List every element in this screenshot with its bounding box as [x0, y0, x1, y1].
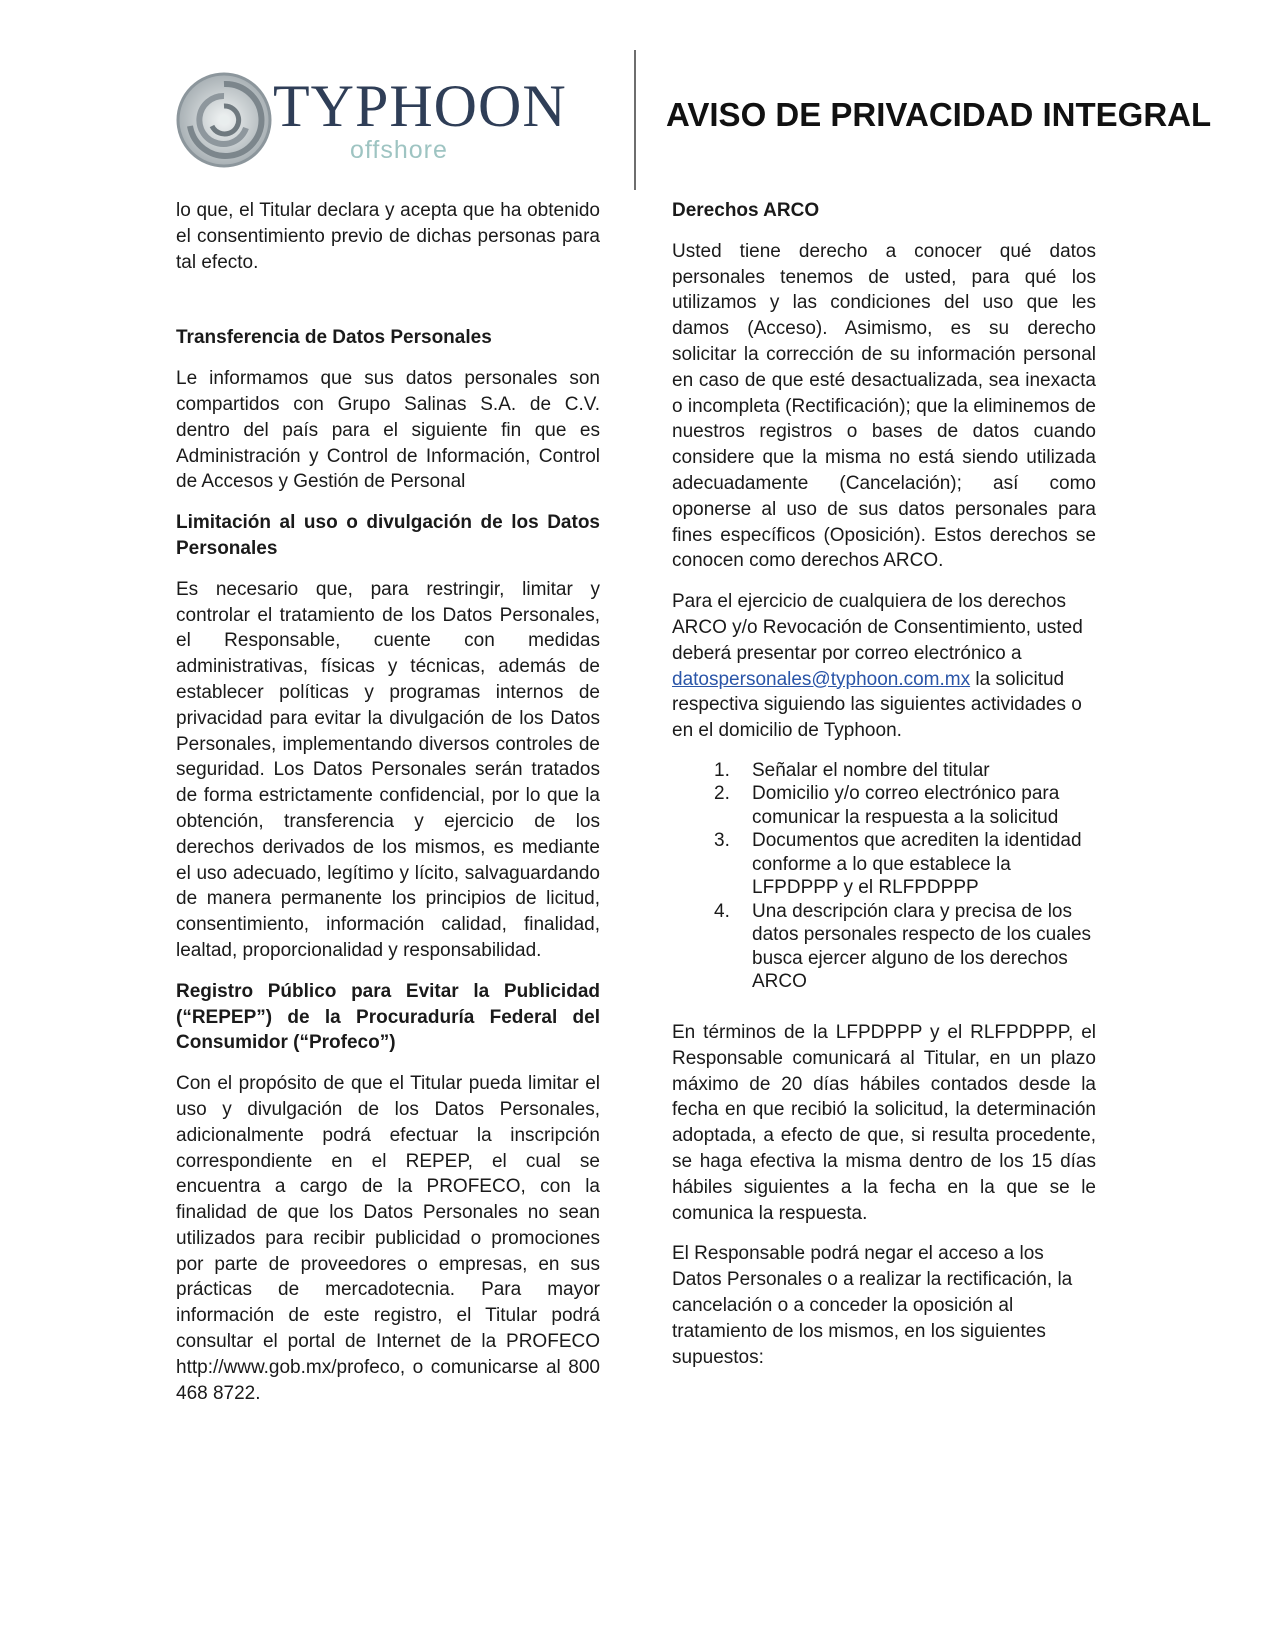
intro-paragraph: lo que, el Titular declara y acepta que ha obtenido el consentimiento previo de dichas personas para tal efecto. — [176, 200, 600, 273]
swirl-logo-icon — [176, 70, 272, 170]
heading-transferencia: Transferencia de Datos Personales — [176, 327, 492, 349]
logo-name: TYPHOON — [273, 73, 567, 139]
header-divider — [634, 50, 636, 190]
list-item-text: Documentos que acrediten la identidad conforme a lo que establece la LFPDPPP y el RLFPDPPP — [752, 830, 1082, 899]
paragraph-derechos-arco: Usted tiene derecho a conocer qué datos personales tenemos de usted, para qué los utilizamos y las condiciones del uso que les damos (Acceso). Asimismo, es su derecho solicitar la corrección de su información personal en caso de que esté desactualizada, sea inexacta o incompleta (Rectificación); que la eliminemos de nuestros registros o bases de datos cuando considere que la misma no está siendo utilizada adecuadamente (Cancelación); así como oponerse al uso de sus datos personales para fines específicos (Oposición). Estos derechos se conocen como derechos ARCO. — [672, 240, 1096, 572]
paragraph-repep: Con el propósito de que el Titular pueda limitar el uso y divulgación de los Datos Personales, adicionalmente podrá efectuar la inscripción correspondiente en el REPEP, el cual se encuentra a cargo de la PROFECO, con la finalidad de que los Datos Personales no sean utilizados para recibir publicidad o promociones por parte de proveedores o empresas, en sus prácticas de mercadotecnia. Para mayor información de este registro, el Titular podrá consultar el portal de Internet de la PROFECO http://www.gob.mx/profeco, o comunicarse al 800 468 8722. — [176, 1073, 600, 1404]
list-item — [672, 900, 1096, 994]
document-title: AVISO DE PRIVACIDAD INTEGRAL — [666, 96, 1212, 133]
ejercicio-text-before: Para el ejercicio de cualquiera de los derechos ARCO y/o Revocación de Consentimiento, usted deberá presentar por correo electrónico a — [672, 591, 1083, 664]
right-column — [672, 198, 1096, 1370]
list-item — [672, 759, 1096, 783]
list-item-number: 2. — [714, 783, 730, 805]
heading-limitacion: Limitación al uso o divulgación de los Datos Personales — [176, 512, 600, 559]
list-item — [672, 782, 1096, 829]
company-logo — [176, 70, 567, 176]
paragraph-limitacion: Es necesario que, para restringir, limitar y controlar el tratamiento de los Datos Personales, el Responsable, cuente con medidas administrativas, físicas y técnicas, además de establecer políticas y programas internos de privacidad para evitar la divulgación de los Datos Personales, implementando diversos controles de seguridad. Los Datos Personales serán tratados de forma estrictamente confidencial, por lo que la obtención, transferencia y ejercicio de los derechos derivados de los mismos, es mediante el uso adecuado, legítimo y lícito, salvaguardando de manera permanente los principios de licitud, consentimiento, información calidad, finalidad, lealtad, proporcionalidad y responsabilidad. — [176, 578, 600, 961]
heading-repep: Registro Público para Evitar la Publicidad (“REPEP”) de la Procuraduría Federal del Consumidor (“Profeco”) — [176, 980, 600, 1054]
list-item-text: Domicilio y/o correo electrónico para comunicar la respuesta a la solicitud — [752, 783, 1060, 828]
paragraph-transferencia: Le informamos que sus datos personales son compartidos con Grupo Salinas S.A. de C.V. dentro del país para el siguiente fin que es Administración y Control de Información, Control de Accesos y Gestión de Personal — [176, 368, 600, 493]
list-item — [672, 829, 1096, 900]
heading-derechos-arco: Derechos ARCO — [672, 200, 820, 221]
ejercicio-text-after: la solicitud respectiva siguiendo las siguientes actividades o en el domicilio de Typhoon. — [672, 668, 1082, 742]
list-item-number: 4. — [714, 900, 730, 922]
list-item-number: 1. — [714, 759, 730, 781]
paragraph-negar: El Responsable podrá negar el acceso a los Datos Personales o a realizar la rectificación, la cancelación o a conceder la oposición al tratamiento de los mismos, en los siguientes supuestos: — [672, 1243, 1073, 1368]
list-item-text: Una descripción clara y precisa de los datos personales respecto de los cuales busca ejercer alguno de los derechos ARCO — [752, 900, 1092, 993]
email-link[interactable]: datospersonales@typhoon.com.mx — [672, 668, 971, 690]
logo-subtitle: offshore — [350, 136, 448, 164]
list-item-number: 3. — [714, 830, 730, 852]
list-item-text: Señalar el nombre del titular — [752, 759, 990, 781]
requirements-list — [672, 759, 1096, 994]
paragraph-terminos: En términos de la LFPDPPP y el RLFPDPPP, el Responsable comunicará al Titular, en un plazo máximo de 20 días hábiles contados desde la fecha en que recibió la solicitud, la determinación adoptada, a efecto de que, si resulta procedente, se haga efectiva la misma dentro de los 15 días hábiles siguientes a la fecha en la que se le comunica la respuesta. — [672, 1021, 1096, 1224]
left-column — [176, 198, 600, 1406]
paragraph-ejercicio — [672, 589, 1096, 744]
